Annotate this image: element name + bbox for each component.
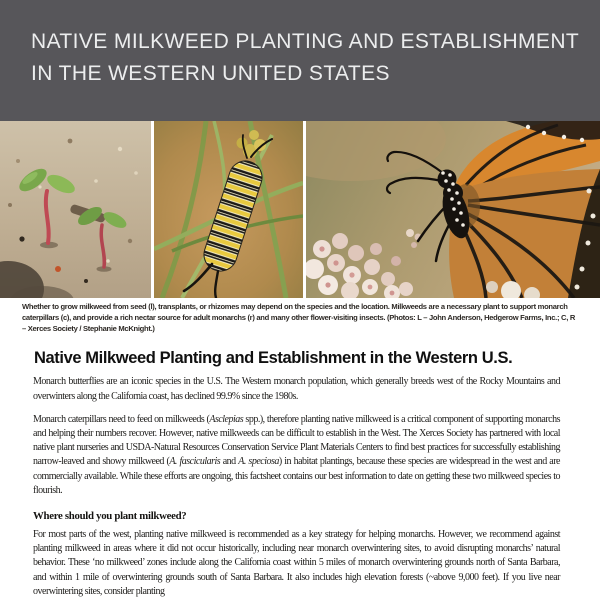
article-body xyxy=(33,348,560,599)
photo-strip xyxy=(0,121,600,298)
genus-name-italic: Asclepias xyxy=(209,413,244,425)
title-banner xyxy=(0,0,600,121)
seedlings-illustration xyxy=(0,121,151,298)
adult-monarch-photo xyxy=(306,121,600,298)
article-heading: Native Milkweed Planting and Establishment in the Western U.S. xyxy=(34,349,513,368)
monarch-caterpillar-photo xyxy=(154,121,303,298)
paragraph-milkweed-need xyxy=(33,413,560,498)
text-segment: and xyxy=(220,456,239,468)
photo-caption: Whether to grow milkweed from seed (l), transplants, or rhizomes may depend on the species and the location. Milkweeds are a necessary plant to support monarch caterpillars (c), and provide a rich nectar source for adult monarchs (r) and many other flower-visiting insects. (Photos: L – John Anderson, Hedgerow Farms, Inc.; C, R – Xerces Society / Stephanie McKnight.) xyxy=(22,302,576,333)
section-subheading-where-to-plant: Where should you plant milkweed? xyxy=(33,510,187,523)
milkweed-seedlings-photo xyxy=(0,121,151,298)
document-title-line-2: IN THE WESTERN UNITED STATES xyxy=(31,62,390,85)
species-name-fascicularis-italic: A. fascicularis xyxy=(169,456,221,468)
text-segment: Monarch caterpillars need to feed on milkweeds ( xyxy=(33,413,210,425)
monarch-illustration xyxy=(306,121,600,298)
document-title-line-1: NATIVE MILKWEED PLANTING AND ESTABLISHMENT xyxy=(31,30,580,53)
caterpillar-illustration xyxy=(154,121,303,298)
text-segment: ) in habitat plantings, because these species are widespread in the west and are commercially available. While these efforts are ongoing, this factsheet contains our best information to date on getting these two milkweed species to flourish. xyxy=(33,456,560,496)
species-name-speciosa-italic: A. speciosa xyxy=(238,456,279,468)
paragraph-monarch-decline: Monarch butterflies are an iconic species in the U.S. The Western monarch population, which generally breeds west of the Rocky Mountains and overwinters along the California coast, has declined 99.9% since the 1980s. xyxy=(33,376,560,402)
paragraph-where-to-plant: For most parts of the west, planting native milkweed is recommended as a key strategy for helping monarchs. However, we recommend against planting milkweed in areas where it did not occur historically, including near monarch overwintering sites, to avoid disrupting monarchs’ natural behavior. These ‘no milkweed’ zones include along the California coast within 5 miles of monarch overwintering grounds north of Santa Barbara, and within 1 mile of overwintering grounds south of Santa Barbara. It also includes high elevation forests (~above 9,000 feet). If you live near overwintering sites, consider planting xyxy=(33,529,560,597)
text-segment: spp.), therefore planting native milkweed is a critical component of supporting monarchs and helping their numbers recover. However, native milkweeds can be difficult to establish in the West. The Xerces Society has partnered with local native plant nurseries and USDA-Natural Resources Conservation Service Plant Materials Centers to find best practices for successfully establishing narrow-leaved and showy milkweed ( xyxy=(33,413,560,468)
